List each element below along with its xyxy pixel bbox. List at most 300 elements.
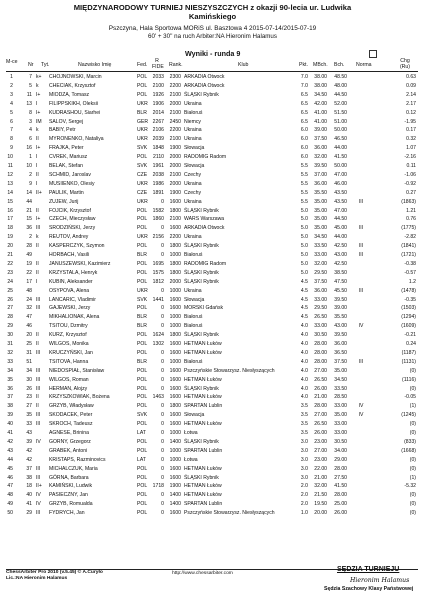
cell-buchholz: 43.50 bbox=[334, 198, 347, 205]
cell-name: GORNY, Grzegorz bbox=[49, 438, 91, 445]
cell-points: 6.5 bbox=[300, 118, 308, 125]
col-header-federation: Fed. bbox=[137, 62, 148, 68]
cell-number: 21 bbox=[26, 207, 32, 214]
cell-federation: UKR bbox=[137, 127, 148, 134]
cell-name: TSITOU, Dzmitry bbox=[49, 323, 88, 330]
cell-rating-change: (0) bbox=[409, 501, 416, 508]
cell-title: I bbox=[36, 163, 38, 169]
stamp-caption: Sędzia Szachowy Klasy Państwowej bbox=[324, 586, 414, 592]
cell-points: 3.0 bbox=[300, 474, 308, 481]
cell-number: 5 bbox=[29, 82, 32, 89]
cell-rating-change: (0) bbox=[409, 492, 416, 499]
cell-rating-change: -0.05 bbox=[404, 394, 416, 401]
cell-name: SRODZIŃSKI, Jerzy bbox=[49, 225, 96, 232]
cell-rating-change: (1503) bbox=[401, 305, 416, 312]
cell-title: III bbox=[36, 421, 41, 428]
cell-buchholz: 44.00 bbox=[334, 234, 347, 241]
cell-name: GRZYB, Władysław bbox=[49, 403, 94, 410]
cell-fide-rating: 0 bbox=[161, 385, 164, 392]
cell-points: 4.0 bbox=[300, 394, 308, 401]
cell-rating-change: 0.12 bbox=[406, 109, 416, 116]
cell-rank: 1600 bbox=[169, 465, 181, 472]
cell-fide-rating: 0 bbox=[161, 412, 164, 419]
cell-title: II bbox=[36, 394, 39, 401]
table-row bbox=[0, 385, 425, 393]
cell-number: 51 bbox=[26, 358, 32, 365]
cell-club: HETMAN Łuków bbox=[184, 376, 222, 383]
cell-federation: POL bbox=[137, 447, 148, 454]
col-header-number: Nr bbox=[28, 62, 34, 68]
cell-norm: III bbox=[358, 358, 364, 365]
arbiter-line: 60' + 30'' na ruch Arbiter:NA Hieronim Halamus bbox=[148, 33, 277, 40]
cell-buchholz: 30.50 bbox=[334, 438, 347, 445]
cell-club: HETMAN Łuków bbox=[184, 394, 222, 401]
cell-fide-rating: 0 bbox=[161, 198, 164, 205]
cell-points: 4.5 bbox=[300, 296, 308, 303]
cell-median-buchholz: 27.00 bbox=[314, 412, 327, 419]
cell-median-buchholz: 33.00 bbox=[314, 296, 327, 303]
col-header-title: Tyt. bbox=[41, 62, 50, 68]
cell-federation: POL bbox=[137, 421, 148, 428]
cell-median-buchholz: 32.00 bbox=[314, 154, 327, 161]
cell-number: 16 bbox=[26, 145, 32, 152]
cell-points: 4.0 bbox=[300, 358, 308, 365]
cell-name: CZECH, Mieczysław bbox=[49, 216, 96, 223]
cell-number: 10 bbox=[26, 163, 32, 169]
cell-title: II+ bbox=[36, 189, 42, 196]
cell-median-buchholz: 27.00 bbox=[314, 447, 327, 454]
cell-buchholz: 42.50 bbox=[334, 243, 347, 250]
cell-median-buchholz: 23.00 bbox=[314, 438, 327, 445]
table-row bbox=[0, 313, 425, 321]
cell-club: HETMAN Łuków bbox=[184, 341, 222, 347]
table-row bbox=[0, 73, 425, 81]
cell-median-buchholz: 41.00 bbox=[314, 118, 327, 125]
cell-median-buchholz: 28.00 bbox=[314, 403, 327, 410]
cell-fide-rating: 2110 bbox=[153, 154, 164, 161]
cell-place: 43 bbox=[7, 447, 13, 454]
cell-name: HORBACH, Vasili bbox=[49, 252, 90, 258]
table-row bbox=[0, 340, 425, 348]
cell-buchholz: 48.00 bbox=[334, 82, 347, 89]
cell-name: GÓRNA, Barbara bbox=[49, 474, 89, 481]
cell-number: 39 bbox=[26, 438, 32, 445]
cell-rating-change: -1.95 bbox=[404, 118, 416, 125]
cell-name: GRZYB, Romualda bbox=[49, 501, 93, 508]
cell-federation: CZE bbox=[137, 171, 148, 178]
cell-place: 6 bbox=[10, 118, 13, 125]
cell-name: SKODACEK, Peter bbox=[49, 412, 93, 419]
cell-club: RADOMIG Radom bbox=[184, 154, 227, 161]
cell-buchholz: 34.00 bbox=[334, 447, 347, 454]
cell-rank: 2000 bbox=[169, 180, 181, 187]
cell-rank: 1000 bbox=[169, 252, 181, 258]
cell-rating-change: 0.17 bbox=[406, 127, 416, 134]
website-link[interactable]: http://www.chessarbiter.com bbox=[172, 571, 233, 576]
table-row bbox=[0, 376, 425, 384]
cell-federation: POL bbox=[137, 483, 148, 490]
cell-club: SPARTAN Lublin bbox=[184, 501, 223, 508]
cell-title: I+ bbox=[36, 145, 41, 152]
cell-club: MORSKI Gdańsk bbox=[184, 305, 224, 312]
cell-median-buchholz: 37.50 bbox=[314, 136, 327, 143]
cell-points: 2.0 bbox=[300, 492, 308, 499]
cell-number: 8 bbox=[29, 109, 32, 116]
cell-fide-rating: 0 bbox=[161, 447, 164, 454]
cell-rank: 1800 bbox=[169, 260, 181, 267]
cell-club: ŚLĄSKI Rybnik bbox=[184, 269, 219, 276]
cell-club: Białoruś bbox=[184, 323, 203, 330]
cell-rating-change: (1841) bbox=[401, 243, 416, 250]
cell-rank: 1800 bbox=[169, 243, 181, 250]
cell-buchholz: 26.00 bbox=[334, 510, 347, 517]
cell-number: 43 bbox=[26, 430, 32, 436]
table-row bbox=[0, 349, 425, 357]
cell-federation: UKR bbox=[137, 287, 148, 294]
cell-club: Ukraina bbox=[184, 198, 202, 205]
cell-rating-change: (1116) bbox=[402, 376, 416, 383]
cell-club: ARKADIA Otwock bbox=[184, 74, 225, 80]
cell-number: 4 bbox=[29, 127, 32, 134]
cell-federation: POL bbox=[137, 501, 148, 508]
cell-fide-rating: 2014 bbox=[152, 109, 164, 116]
table-row bbox=[0, 358, 425, 366]
cell-title: k+ bbox=[36, 74, 42, 80]
cell-buchholz: 43.00 bbox=[334, 323, 347, 330]
cell-place: 18 bbox=[7, 225, 13, 232]
cell-rating-change: -1.06 bbox=[404, 171, 416, 178]
cell-median-buchholz: 33.50 bbox=[314, 243, 327, 250]
cell-name: AGNESE, Brinina bbox=[49, 430, 89, 436]
cell-place: 3 bbox=[10, 91, 13, 98]
cell-federation: POL bbox=[137, 438, 148, 445]
cell-fide-rating: 1624 bbox=[152, 332, 164, 339]
cell-fide-rating: 1718 bbox=[152, 483, 164, 490]
cell-club: Białoruś bbox=[184, 252, 203, 258]
table-row bbox=[0, 171, 425, 179]
cell-rating-change: -0.38 bbox=[404, 260, 416, 267]
cell-number: 49 bbox=[26, 252, 32, 258]
table-row bbox=[0, 242, 425, 250]
cell-fide-rating: 2039 bbox=[152, 136, 164, 143]
cell-place: 44 bbox=[7, 456, 13, 463]
cell-name: MIODZA, Tomasz bbox=[49, 91, 90, 98]
cell-median-buchholz: 37.50 bbox=[314, 278, 327, 285]
cell-rating-change: (833) bbox=[404, 438, 416, 445]
cell-number: 44 bbox=[26, 198, 32, 205]
cell-club: Czechy bbox=[184, 189, 201, 196]
cell-title: I bbox=[36, 154, 38, 161]
cell-points: 6.5 bbox=[300, 91, 308, 98]
cell-rank: 2100 bbox=[169, 171, 181, 178]
cell-rank: 2200 bbox=[169, 127, 181, 134]
cell-title: I+ bbox=[36, 109, 41, 116]
cell-place: 45 bbox=[7, 465, 13, 472]
cell-median-buchholz: 28.00 bbox=[314, 341, 327, 347]
cell-rating-change: 0.63 bbox=[406, 74, 416, 80]
cell-median-buchholz: 36.00 bbox=[314, 287, 327, 294]
col-header-name: Nazwisko Imię bbox=[78, 62, 112, 68]
cell-federation: POL bbox=[137, 216, 148, 223]
table-row bbox=[0, 162, 425, 170]
cell-median-buchholz: 28.00 bbox=[314, 349, 327, 356]
cell-buchholz: 37.50 bbox=[334, 358, 347, 365]
stamp-title: SĘDZIA TURNIEJU bbox=[337, 566, 400, 573]
cell-place: 39 bbox=[7, 412, 13, 419]
cell-place: 17 bbox=[7, 216, 13, 223]
cell-buchholz: 45.50 bbox=[334, 287, 347, 294]
cell-title: II bbox=[36, 332, 39, 339]
cell-rank: 2000 bbox=[169, 278, 181, 285]
cell-number: 37 bbox=[26, 465, 32, 472]
cell-title: III bbox=[36, 465, 41, 472]
cell-club: ŚLĄSKI Rybnik bbox=[184, 332, 219, 339]
cell-rank: 1600 bbox=[169, 296, 181, 303]
cell-rank: 2100 bbox=[169, 216, 181, 223]
cell-number: 36 bbox=[26, 225, 32, 232]
cell-club: ŚLĄSKI Rybnik bbox=[184, 207, 219, 214]
table-row bbox=[0, 135, 425, 143]
cell-rank: 1400 bbox=[169, 438, 181, 445]
table-row bbox=[0, 509, 425, 517]
col-header-points: Pkt. bbox=[299, 62, 308, 68]
cell-title: III bbox=[36, 349, 41, 356]
cell-name: KUBIN, Aleksander bbox=[49, 278, 93, 285]
cell-points: 3.0 bbox=[300, 438, 308, 445]
cell-club: Słowacja bbox=[184, 412, 205, 419]
cell-fide-rating: 2106 bbox=[152, 127, 164, 134]
cell-buchholz: 47.00 bbox=[334, 171, 347, 178]
cell-number: 23 bbox=[26, 394, 32, 401]
cell-title: III bbox=[36, 510, 41, 517]
cell-number: 30 bbox=[26, 376, 32, 383]
cell-federation: POL bbox=[137, 403, 148, 410]
cell-rating-change: (0) bbox=[409, 465, 416, 472]
cell-fide-rating: 0 bbox=[161, 421, 164, 428]
cell-place: 24 bbox=[7, 278, 13, 285]
cell-rank: 1900 bbox=[169, 189, 181, 196]
cell-number: 18 bbox=[26, 483, 32, 490]
cell-number: 28 bbox=[26, 243, 32, 250]
cell-points: 4.0 bbox=[300, 323, 308, 330]
table-row bbox=[0, 251, 425, 259]
cell-points: 3.0 bbox=[300, 447, 308, 454]
cell-rating-change: -5.32 bbox=[404, 483, 416, 490]
cell-rating-change: (1721) bbox=[401, 252, 416, 258]
cell-title: II bbox=[36, 136, 39, 143]
cell-points: 5.0 bbox=[300, 225, 308, 232]
cell-number: 40 bbox=[26, 492, 32, 499]
table-row bbox=[0, 411, 425, 419]
cell-fide-rating: 2100 bbox=[152, 82, 164, 89]
table-row bbox=[0, 109, 425, 117]
cell-median-buchholz: 39.00 bbox=[314, 127, 327, 134]
cell-fide-rating: 0 bbox=[161, 456, 164, 463]
cell-median-buchholz: 34.50 bbox=[314, 234, 327, 241]
cell-buchholz: 44.50 bbox=[334, 91, 347, 98]
cell-rank: 2200 bbox=[169, 234, 181, 241]
cell-median-buchholz: 29.50 bbox=[314, 269, 327, 276]
arbiter-signature: Hieronim Halamus bbox=[350, 577, 410, 584]
cell-rank: 1600 bbox=[169, 198, 181, 205]
cell-federation: POL bbox=[137, 82, 148, 89]
cell-club: Niemcy bbox=[184, 118, 201, 125]
cell-place: 8 bbox=[10, 136, 13, 143]
cell-place: 48 bbox=[7, 492, 13, 499]
cell-place: 19 bbox=[7, 234, 13, 241]
cell-club: Białoruś bbox=[184, 314, 203, 321]
cell-points: 6.0 bbox=[300, 127, 308, 134]
table-row bbox=[0, 180, 425, 188]
cell-fide-rating: 1986 bbox=[152, 180, 164, 187]
table-row bbox=[0, 260, 425, 268]
cell-title: III bbox=[36, 367, 41, 374]
cell-club: ŚLĄSKI Rybnik bbox=[184, 385, 219, 392]
cell-title: IM bbox=[36, 118, 42, 125]
cell-median-buchholz: 35.00 bbox=[314, 225, 327, 232]
cell-place: 11 bbox=[7, 163, 13, 169]
cell-fide-rating: 0 bbox=[161, 358, 164, 365]
cell-points: 2.0 bbox=[300, 483, 308, 490]
cell-buchholz: 27.50 bbox=[334, 474, 347, 481]
cell-fide-rating: 0 bbox=[161, 501, 164, 508]
cell-points: 7.0 bbox=[300, 74, 308, 80]
cell-title: IV bbox=[36, 492, 41, 499]
cell-rank: 1600 bbox=[169, 305, 181, 312]
cell-rank: 2300 bbox=[169, 74, 181, 80]
cell-federation: BLR bbox=[137, 323, 147, 330]
cell-median-buchholz: 29.50 bbox=[314, 305, 327, 312]
cell-buchholz: 45.00 bbox=[334, 225, 347, 232]
cell-fide-rating: 0 bbox=[161, 376, 164, 383]
cell-name: FRAJKA, Peter bbox=[49, 145, 84, 152]
cell-points: 6.0 bbox=[300, 154, 308, 161]
cell-rank: 1600 bbox=[169, 349, 181, 356]
cell-name: TSITOVA, Hanna bbox=[49, 358, 89, 365]
cell-club: HETMAN Łuków bbox=[184, 421, 222, 428]
cell-club: Słowacja bbox=[184, 163, 205, 169]
cell-rank: 2450 bbox=[169, 118, 181, 125]
cell-points: 4.0 bbox=[300, 341, 308, 347]
header-rule bbox=[6, 71, 418, 72]
cell-federation: LAT bbox=[137, 430, 146, 436]
cell-rank: 1600 bbox=[169, 510, 181, 517]
cell-name: KRZYSZKOWIAK, Bożena bbox=[49, 394, 110, 401]
cell-name: BABIY, Petr bbox=[49, 127, 76, 134]
cell-place: 14 bbox=[7, 189, 13, 196]
cell-name: KASPERCZYK, Szymon bbox=[49, 243, 105, 250]
cell-name: PAULIK, Martin bbox=[49, 189, 84, 196]
cell-rating-change: 2.14 bbox=[406, 91, 416, 98]
cell-name: WILGOS, Monika bbox=[49, 341, 89, 347]
cell-median-buchholz: 34.50 bbox=[314, 91, 327, 98]
cell-rank: 1400 bbox=[169, 501, 181, 508]
cell-rank: 1000 bbox=[169, 358, 181, 365]
cell-number: 2 bbox=[29, 234, 32, 241]
cell-club: HETMAN Łuków bbox=[184, 465, 222, 472]
cell-median-buchholz: 38.00 bbox=[314, 74, 327, 80]
cell-points: 4.5 bbox=[300, 278, 308, 285]
cell-name: SALOV, Sergej bbox=[49, 118, 84, 125]
cell-place: 10 bbox=[7, 154, 13, 161]
cell-rank: 2200 bbox=[169, 82, 181, 89]
cell-rating-change: 1.21 bbox=[406, 207, 416, 214]
cell-rank: 2000 bbox=[169, 163, 181, 169]
cell-median-buchholz: 35.50 bbox=[314, 189, 327, 196]
cell-club: HETMAN Łuków bbox=[184, 492, 222, 499]
cell-points: 6.0 bbox=[300, 145, 308, 152]
cell-points: 5.0 bbox=[300, 207, 308, 214]
cell-median-buchholz: 22.00 bbox=[314, 465, 327, 472]
cell-buchholz: 51.00 bbox=[334, 118, 347, 125]
table-row bbox=[0, 278, 425, 286]
cell-points: 4.0 bbox=[300, 367, 308, 374]
cell-fide-rating: 0 bbox=[161, 367, 164, 374]
cell-buchholz: 38.50 bbox=[334, 269, 347, 276]
cell-points: 6.5 bbox=[300, 109, 308, 116]
cell-points: 4.5 bbox=[300, 305, 308, 312]
table-row bbox=[0, 500, 425, 508]
cell-buchholz: 36.50 bbox=[334, 349, 347, 356]
title-line-1: MIĘDZYNARODOWY TURNIEJ NIESZYSZCZYCH z okazji 90-lecia ur. Ludwika bbox=[73, 3, 352, 12]
cell-median-buchholz: 35.00 bbox=[314, 198, 327, 205]
cell-rating-change: -0.21 bbox=[404, 332, 416, 339]
cell-rank: 1600 bbox=[169, 474, 181, 481]
cell-fide-rating: 0 bbox=[161, 465, 164, 472]
cell-buchholz: 28.50 bbox=[334, 394, 347, 401]
cell-buchholz: 39.50 bbox=[334, 332, 347, 339]
cell-median-buchholz: 21.50 bbox=[314, 492, 327, 499]
cell-number: 11 bbox=[26, 91, 32, 98]
cell-rating-change: (1668) bbox=[401, 447, 416, 454]
cell-club: HETMAN Łuków bbox=[184, 483, 222, 490]
cell-club: ŚLĄSKI Rybnik bbox=[184, 278, 219, 285]
cell-number: 6 bbox=[29, 136, 32, 143]
cell-rank: 1800 bbox=[169, 269, 181, 276]
cell-fide-rating: 0 bbox=[161, 474, 164, 481]
cell-name: CHOJNOWSKI, Marcin bbox=[49, 74, 102, 80]
table-row bbox=[0, 233, 425, 241]
cell-federation: GER bbox=[137, 118, 149, 125]
cell-buchholz: 35.00 bbox=[334, 367, 347, 374]
cell-points: 6.5 bbox=[300, 100, 308, 107]
cell-rank: 1900 bbox=[169, 145, 181, 152]
cell-club: RADOMIG Radom bbox=[184, 260, 227, 267]
cell-points: 5.5 bbox=[300, 180, 308, 187]
cell-name: WILGOS, Roman bbox=[49, 376, 89, 383]
cell-federation: POL bbox=[137, 74, 148, 80]
cell-club: ARKADIA Otwock bbox=[184, 82, 225, 89]
cell-fide-rating: 1961 bbox=[152, 163, 164, 169]
cell-club: Pszczyńskie Stowarzysz. Niesłyszących bbox=[184, 510, 275, 517]
cell-points: 5.5 bbox=[300, 163, 308, 169]
cell-buchholz: 33.00 bbox=[334, 403, 347, 410]
cell-title: I bbox=[36, 180, 38, 187]
cell-points: 4.5 bbox=[300, 314, 308, 321]
cell-club: Ukraina bbox=[184, 180, 202, 187]
cell-median-buchholz: 35.00 bbox=[314, 216, 327, 223]
cell-fide-rating: 1812 bbox=[152, 278, 164, 285]
cell-title: II+ bbox=[36, 483, 42, 490]
table-row bbox=[0, 287, 425, 295]
cell-rank: 1000 bbox=[169, 314, 181, 321]
cell-number: 34 bbox=[26, 367, 32, 374]
cell-median-buchholz: 32.00 bbox=[314, 260, 327, 267]
cell-club: ŚLĄSKI Rybnik bbox=[184, 474, 219, 481]
cell-federation: UKR bbox=[137, 234, 148, 241]
cell-place: 12 bbox=[7, 171, 13, 178]
license-line: Lic.:NA Hieronim Halamus bbox=[6, 576, 68, 581]
